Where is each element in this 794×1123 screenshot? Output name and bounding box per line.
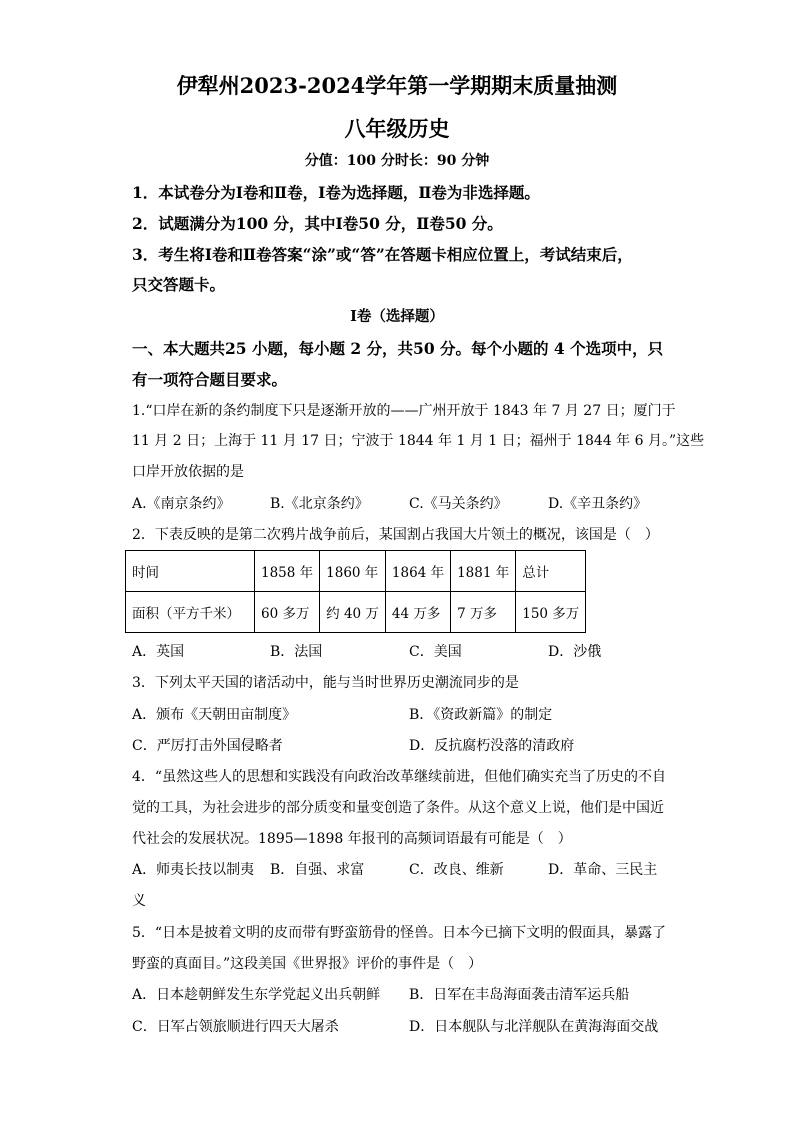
table-cell: 1881 年 bbox=[451, 551, 516, 592]
exam-title: 伊犁州2023-2024学年第一学期期末质量抽测 bbox=[176, 73, 618, 98]
q1-stem-line1: 1.“口岸在新的条约制度下只是逐渐开放的——广州开放于 1843 年 7 月 27 日；厦门于 bbox=[132, 403, 676, 419]
q2-option-c: C．美国 bbox=[409, 644, 462, 660]
instruction-1: 1．本试卷分为Ⅰ卷和Ⅱ卷，Ⅰ卷为选择题，Ⅱ卷为非选择题。 bbox=[132, 183, 540, 202]
q3-stem: 3．下列太平天国的诸活动中，能与当时世界历史潮流同步的是 bbox=[132, 675, 519, 691]
q1-option-b: B.《北京条约》 bbox=[270, 496, 369, 512]
instruction-3-cont: 只交答题卡。 bbox=[132, 275, 226, 294]
table-cell: 1858 年 bbox=[255, 551, 320, 592]
q1-option-a: A.《南京条约》 bbox=[132, 496, 231, 512]
q3-option-d: D．反抗腐朽没落的清政府 bbox=[409, 738, 575, 754]
q1-stem-line3: 口岸开放依据的是 bbox=[132, 464, 244, 480]
table-row bbox=[126, 551, 586, 592]
table-row bbox=[126, 592, 586, 633]
q2-option-d: D．沙俄 bbox=[548, 644, 602, 660]
q4-stem-line1: 4．“虽然这些人的思想和实践没有向政治改革继续前进，但他们确实充当了历史的不自 bbox=[132, 769, 667, 785]
q5-option-a: A．日本趁朝鲜发生东学党起义出兵朝鲜 bbox=[132, 987, 381, 1003]
q5-stem-line2: 野蛮的真面目。”这段美国《世界报》评价的事件是（ ） bbox=[132, 956, 483, 972]
table-cell: 44 万多 bbox=[385, 592, 450, 633]
q4-option-c: C．改良、维新 bbox=[409, 862, 504, 878]
exam-subject: 八年级历史 bbox=[344, 116, 450, 141]
instruction-3: 3．考生将Ⅰ卷和Ⅱ卷答案“涂”或“答”在答题卡相应位置上，考试结束后， bbox=[132, 245, 633, 264]
section-intro: 一、本大题共25 小题，每小题 2 分，共50 分。每个小题的 4 个选项中，只 bbox=[132, 339, 664, 358]
table-cell: 1864 年 bbox=[385, 551, 450, 592]
section-intro-cont: 有一项符合题目要求。 bbox=[132, 370, 288, 389]
q5-stem-line1: 5．“日本是披着文明的皮而带有野蛮筋骨的怪兽。日本今已摘下文明的假面具，暴露了 bbox=[132, 925, 667, 941]
q3-option-a: A．颁布《天朝田亩制度》 bbox=[132, 707, 297, 723]
q1-option-d: D.《辛丑条约》 bbox=[548, 496, 648, 512]
table-cell: 1860 年 bbox=[320, 551, 386, 592]
q2-option-a: A．英国 bbox=[132, 644, 185, 660]
q1-option-c: C.《马关条约》 bbox=[409, 496, 508, 512]
q5-option-b: B．日军在丰岛海面袭击清军运兵船 bbox=[409, 987, 630, 1003]
q4-option-d: D．革命、三民主 bbox=[548, 862, 658, 878]
table-cell: 面积（平方千米） bbox=[126, 592, 255, 633]
q4-stem-line3: 代社会的发展状况。1895—1898 年报刊的高频词语最有可能是（ ） bbox=[132, 831, 572, 847]
score-time: 分值：100 分时长：90 分钟 bbox=[304, 153, 490, 169]
section-title: Ⅰ卷（选择题） bbox=[350, 308, 444, 325]
table-cell: 7 万多 bbox=[451, 592, 516, 633]
q4-option-b: B．自强、求富 bbox=[270, 862, 365, 878]
q2-option-b: B．法国 bbox=[270, 644, 323, 660]
q5-option-d: D．日本舰队与北洋舰队在黄海海面交战 bbox=[409, 1019, 659, 1035]
table-cell: 60 多万 bbox=[255, 592, 320, 633]
table-cell: 总计 bbox=[516, 551, 586, 592]
table-cell: 时间 bbox=[126, 551, 255, 592]
q4-option-d-wrap: 义 bbox=[132, 893, 146, 909]
q2-stem: 2．下表反映的是第二次鸦片战争前后，某国割占我国大片领土的概况，该国是（ ） bbox=[132, 527, 659, 543]
q4-option-a: A．师夷长技以制夷 bbox=[132, 862, 255, 878]
table-cell: 约 40 万 bbox=[320, 592, 386, 633]
q3-option-c: C．严厉打击外国侵略者 bbox=[132, 738, 283, 754]
q4-stem-line2: 觉的工具，为社会进步的部分质变和量变创造了条件。从这个意义上说，他们是中国近 bbox=[132, 800, 664, 816]
territory-table bbox=[125, 550, 586, 633]
q3-option-b: B．《资政新篇》的制定 bbox=[409, 707, 553, 723]
table-cell: 150 多万 bbox=[516, 592, 586, 633]
q1-stem-line2: 11 月 2 日；上海于 11 月 17 日；宁波于 1844 年 1 月 1 日；福州于 1844 年 6 月。”这些 bbox=[132, 433, 705, 449]
q5-option-c: C．日军占领旅顺进行四天大屠杀 bbox=[132, 1019, 339, 1035]
instruction-2: 2．试题满分为100 分，其中Ⅰ卷50 分，Ⅱ卷50 分。 bbox=[132, 214, 503, 233]
